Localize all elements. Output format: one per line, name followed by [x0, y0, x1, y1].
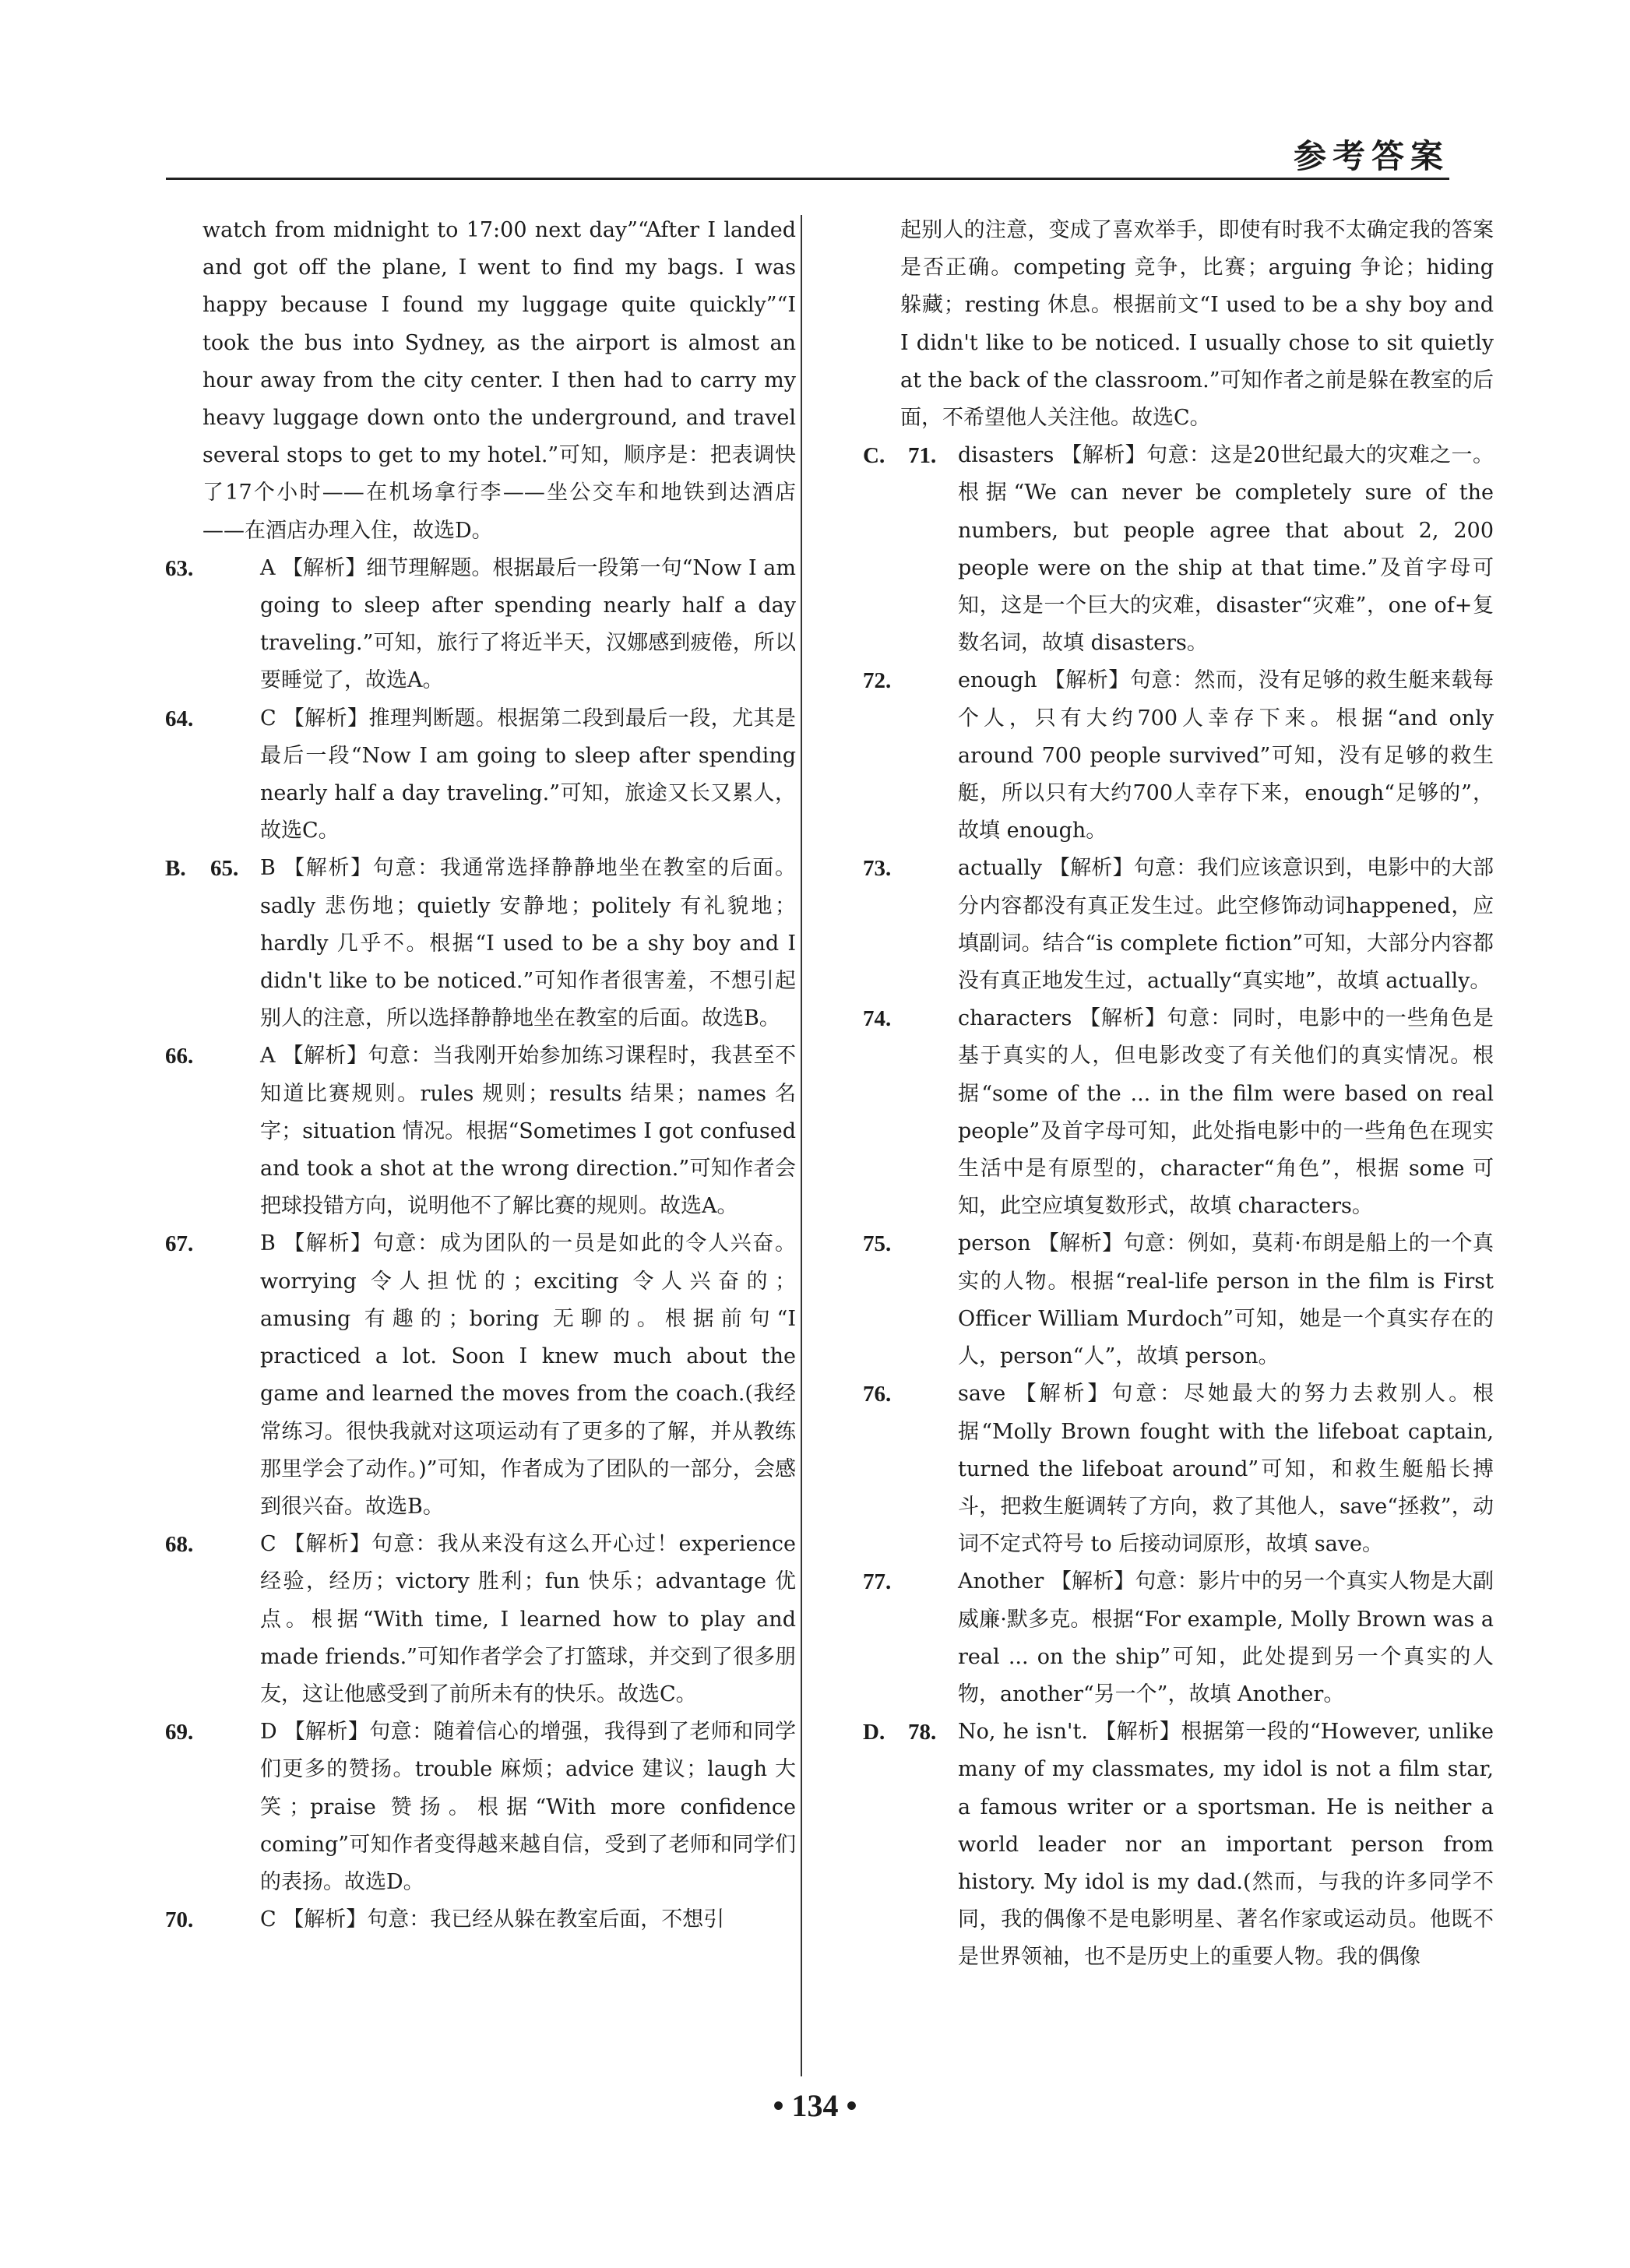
- entry-text: C 【解析】句意：我已经从躲在教室后面，不想引: [260, 1907, 725, 1932]
- entry-number: 67.: [165, 1231, 194, 1257]
- answer-entry-69: [165, 1713, 796, 1901]
- header-title: 参考答案: [1293, 137, 1449, 175]
- answer-entry-63: [165, 550, 796, 700]
- entry-text: Another 【解析】句意：影片中的另一个真实人物是大副威廉·默多克。根据“For example, Molly Brown was a real ... on the ship”可知，此处提到另一个真实的人物，another“另一个”，故填 Another。: [958, 1569, 1494, 1706]
- entry-number: 77.: [863, 1569, 892, 1595]
- answer-entry-62-continued: [165, 212, 796, 550]
- answer-entry-75: [863, 1225, 1494, 1375]
- entry-number: 66.: [165, 1044, 194, 1069]
- entry-text: disasters 【解析】句意：这是20世纪最大的灾难之一。根据“We can never be completely sure of the numbers, but people agree that about 2, 200 people were on the ship at that time.”及首字母可知，这是一个巨大的灾难，disaster“灾难”，one of+复数名词，故填 disasters。: [958, 443, 1494, 656]
- answer-entry-73: [863, 850, 1494, 1000]
- entry-text: characters 【解析】句意：同时，电影中的一些角色是基于真实的人，但电影改变了有关他们的真实情况。根据“some of the ... in the film were based on real people”及首字母可知，此处指电影中的一些角色在现实生活中是有原型的，character“角色”，根据 some 可知，此空应填复数形式，故填 characters。: [958, 1006, 1494, 1219]
- entry-text: A 【解析】细节理解题。根据最后一段第一句“Now I am going to sleep after spending nearly half a day traveling.”可知，旅行了将近半天，汉娜感到疲倦，所以要睡觉了，故选A。: [260, 555, 796, 693]
- entry-text: save 【解析】句意：尽她最大的努力去救别人。根据“Molly Brown fought with the lifeboat captain, turned the lifeboat around”可知，和救生艇船长搏斗，把救生艇调转了方向，救了其他人，save“拯救”，动词不定式符号 to 后接动词原形，故填 save。: [958, 1382, 1494, 1557]
- answer-entry-66: [165, 1037, 796, 1225]
- entry-number: 76.: [863, 1382, 892, 1407]
- entry-number: 70.: [165, 1907, 194, 1933]
- entry-text: D 【解析】句意：随着信心的增强，我得到了老师和同学们更多的赞扬。trouble 麻烦；advice 建议；laugh 大笑；praise 赞扬。根据“With more confidence coming”可知作者变得越来越自信，受到了老师和同学们的表扬。故选D。: [260, 1720, 796, 1894]
- answer-entry-78: [863, 1713, 1494, 1976]
- answer-entry-76: [863, 1375, 1494, 1563]
- entry-number: 63.: [165, 555, 194, 581]
- entry-text: enough 【解析】句意：然而，没有足够的救生艇来载每个人，只有大约700人幸存下来。根据“and only around 700 people survived”可知，没有足够的救生艇，所以只有大约700人幸存下来，enough“足够的”，故填 enough。: [958, 668, 1494, 843]
- entry-text: B 【解析】句意：我通常选择静静地坐在教室的后面。sadly 悲伤地；quietly 安静地；politely 有礼貌地；hardly 几乎不。根据“I used to be a shy boy and I didn't like to be noticed.”可知作者很害羞，不想引起别人的注意，所以选择静静地坐在教室的后面。故选B。: [260, 856, 796, 1031]
- entry-text: watch from midnight to 17:00 next day”“After I landed and got off the plane, I went to find my bags. I was happy because I found my luggage quite quickly”“I took the bus into Sydney, as the airport is almost an hour away from the city center. I then had to carry my heavy luggage down onto the underground, and travel several stops to get to my hotel.”可知，顺序是：把表调快了17个小时——在机场拿行李——坐公交车和地铁到达酒店——在酒店办理入住，故选D。: [202, 218, 796, 543]
- answer-entry-77: [863, 1563, 1494, 1713]
- entry-text: actually 【解析】句意：我们应该意识到，电影中的大部分内容都没有真正发生过。此空修饰动词happened，应填副词。结合“is complete fiction”可知，大部分内容都没有真正地发生过，actually“真实地”，故填 actually。: [958, 856, 1494, 994]
- entry-text: No, he isn't. 【解析】根据第一段的“However, unlike many of my classmates, my idol is not a film star, a famous writer or a sportsman. He is neither a world leader nor an important person from history. My idol is my dad.(然而，与我的许多同学不同，我的偶像不是电影明星、著名作家或运动员。他既不是世界领袖，也不是历史上的重要人物。我的偶像: [958, 1720, 1494, 1970]
- column-divider: [801, 215, 802, 2076]
- entry-text: A 【解析】句意：当我刚开始参加练习课程时，我甚至不知道比赛规则。rules 规则；results 结果；names 名字；situation 情况。根据“Sometimes I got confused and took a shot at the wrong direction.”可知作者会把球投错方向，说明他不了解比赛的规则。故选A。: [260, 1044, 796, 1219]
- answer-entry-67: [165, 1225, 796, 1526]
- answer-entry-74: [863, 1000, 1494, 1225]
- answer-entry-70: [165, 1901, 796, 1939]
- entry-number: 65.: [210, 856, 239, 882]
- entry-number: 75.: [863, 1231, 892, 1257]
- section-label: B.: [165, 856, 186, 882]
- entry-number: 64.: [165, 706, 194, 731]
- entry-number: 74.: [863, 1006, 892, 1032]
- answer-entry-68: [165, 1526, 796, 1713]
- entry-number: 69.: [165, 1720, 194, 1745]
- entry-number: 72.: [863, 668, 892, 694]
- header-rule: [166, 178, 1449, 180]
- entry-text: 起别人的注意，变成了喜欢举手，即使有时我不太确定我的答案是否正确。competing 竞争，比赛；arguing 争论；hiding 躲藏；resting 休息。根据前文“I used to be a shy boy and I didn't like to be noticed. I usually chose to sit quietly at the back of the classroom.”可知作者之前是躲在教室的后面，不希望他人关注他。故选C。: [900, 218, 1494, 431]
- answer-entry-71: [863, 437, 1494, 662]
- answer-entry-65: [165, 850, 796, 1037]
- entry-text: C 【解析】句意：我从来没有这么开心过！experience 经验，经历；victory 胜利；fun 快乐；advantage 优点。根据“With time, I learned how to play and made friends.”可知作者学会了打篮球，并交到了很多朋友，这让他感受到了前所未有的快乐。故选C。: [260, 1532, 796, 1706]
- entry-text: C 【解析】推理判断题。根据第二段到最后一段，尤其是最后一段“Now I am going to sleep after spending nearly half a day traveling.”可知，旅途又长又累人，故选C。: [260, 706, 796, 843]
- right-column: [863, 212, 1494, 1977]
- answer-entry-72: [863, 662, 1494, 850]
- left-column: [165, 212, 796, 1939]
- entry-text: B 【解析】句意：成为团队的一员是如此的令人兴奋。worrying 令人担忧的；exciting 令人兴奋的；amusing 有趣的；boring 无聊的。根据前句“I practiced a lot. Soon I knew much about the game and learned the moves from the coach.(我经常练习。很快我就对这项运动有了更多的了解，并从教练那里学会了动作。)”可知，作者成为了团队的一部分，会感到很兴奋。故选B。: [260, 1231, 796, 1519]
- entry-number: 78.: [908, 1720, 937, 1745]
- section-label: C.: [863, 443, 885, 469]
- entry-number: 73.: [863, 856, 892, 882]
- answer-entry-64: [165, 700, 796, 850]
- answer-entry-70-continued: [863, 212, 1494, 437]
- page-number: • 134 •: [773, 2088, 857, 2123]
- entry-number: 68.: [165, 1532, 194, 1558]
- entry-number: 71.: [908, 443, 937, 469]
- section-label: D.: [863, 1720, 885, 1745]
- entry-text: person 【解析】句意：例如，莫莉·布朗是船上的一个真实的人物。根据“real-life person in the film is First Officer William Murdoch”可知，她是一个真实存在的人，person“人”，故填 person。: [958, 1231, 1494, 1369]
